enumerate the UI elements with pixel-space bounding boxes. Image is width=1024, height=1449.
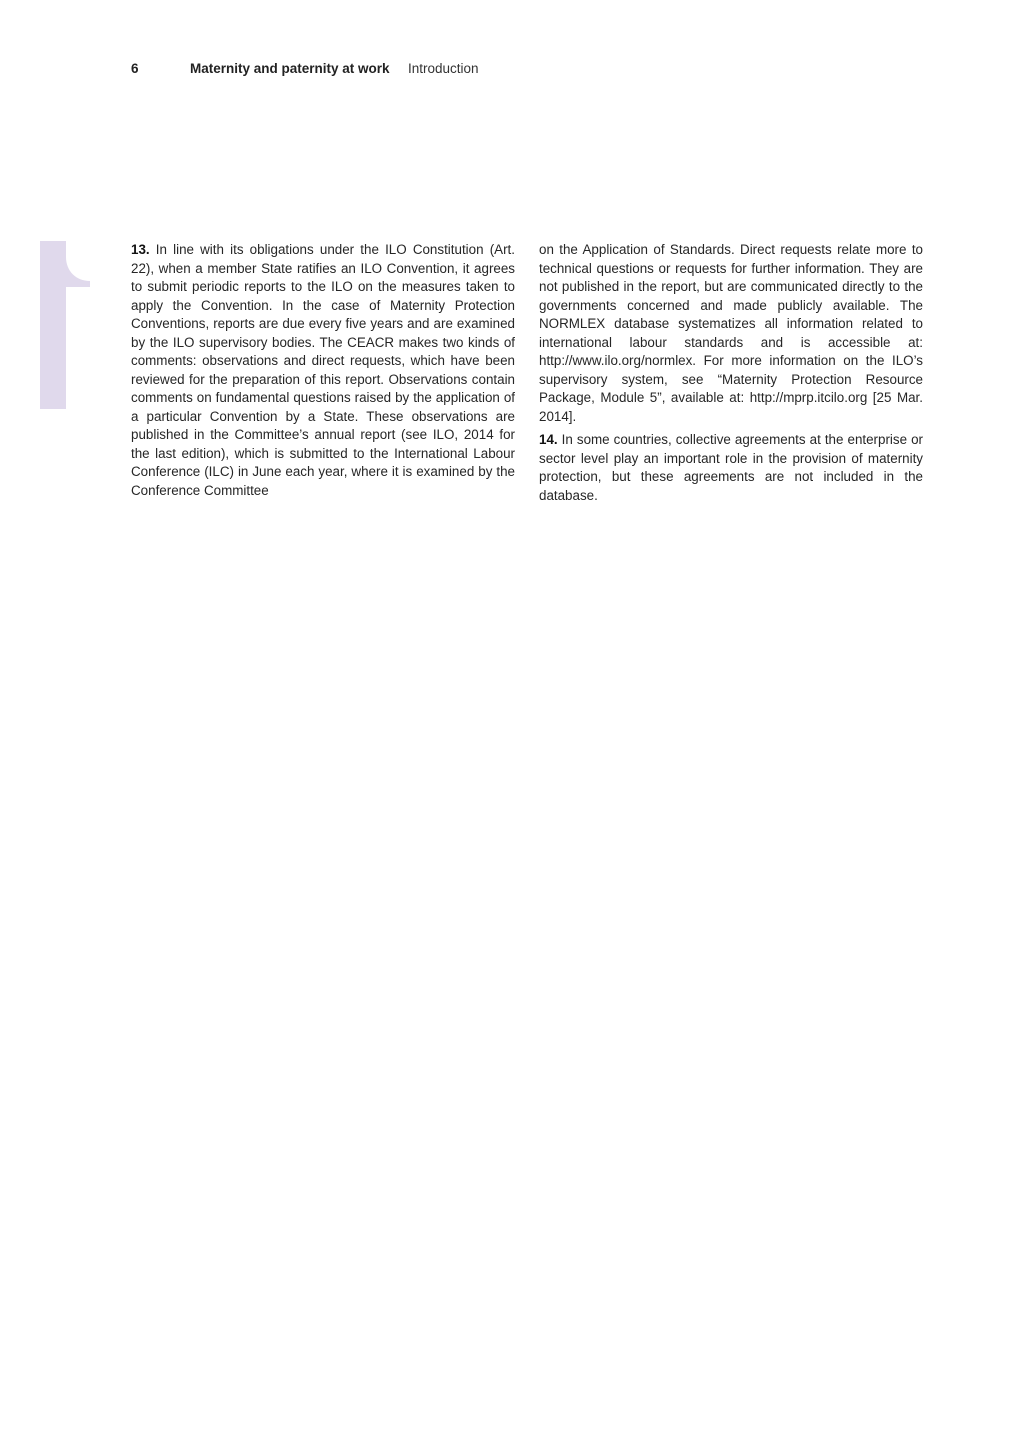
paragraph-14 [539, 431, 923, 505]
chapter-letter-mark-icon [40, 241, 90, 409]
right-column [539, 241, 923, 510]
paragraph-text: In some countries, collective agreements at the enterprise or sector level play an important role in the provision of maternity protection, but these agreements are not included in the database. [539, 432, 923, 503]
paragraph-number: 14. [539, 432, 558, 447]
paragraph-13-continued: on the Application of Standards. Direct requests relate more to technical questions or requests for further information. They are not published in the report, but are communicated directly to the governments concerned and made publicly available. The NORMLEX database systematizes all information related to international labour standards and is accessible at: http://www.ilo.org/normlex. For more information on the ILO’s supervisory system, see “Maternity Protection Resource Package, Module 5”, available at: http://mprp.itcilo.org [25 Mar. 2014]. [539, 242, 923, 424]
section-name: Introduction [408, 61, 479, 76]
page-number: 6 [131, 61, 139, 76]
book-title: Maternity and paternity at work [190, 61, 390, 76]
paragraph-text: In line with its obligations under the ILO Constitution (Art. 22), when a member State ratifies an ILO Convention, it agrees to submit periodic reports to the ILO on the measures taken to apply the Convention. In the case of Maternity Protection Conventions, reports are due every five years and are examined by the ILO supervisory bodies. The CEACR makes two kinds of comments: observations and direct requests, which have been reviewed for the preparation of this report. Observations contain comments on fundamental questions raised by the application of a particular Convention by a State. These observations are published in the Committee’s annual report (see ILO, 2014 for the last edition), which is submitted to the International Labour Conference (ILC) in June each year, where it is examined by the Conference Committee [131, 242, 515, 498]
left-column [131, 241, 515, 505]
paragraph-13 [131, 241, 515, 500]
paragraph-number: 13. [131, 242, 150, 257]
